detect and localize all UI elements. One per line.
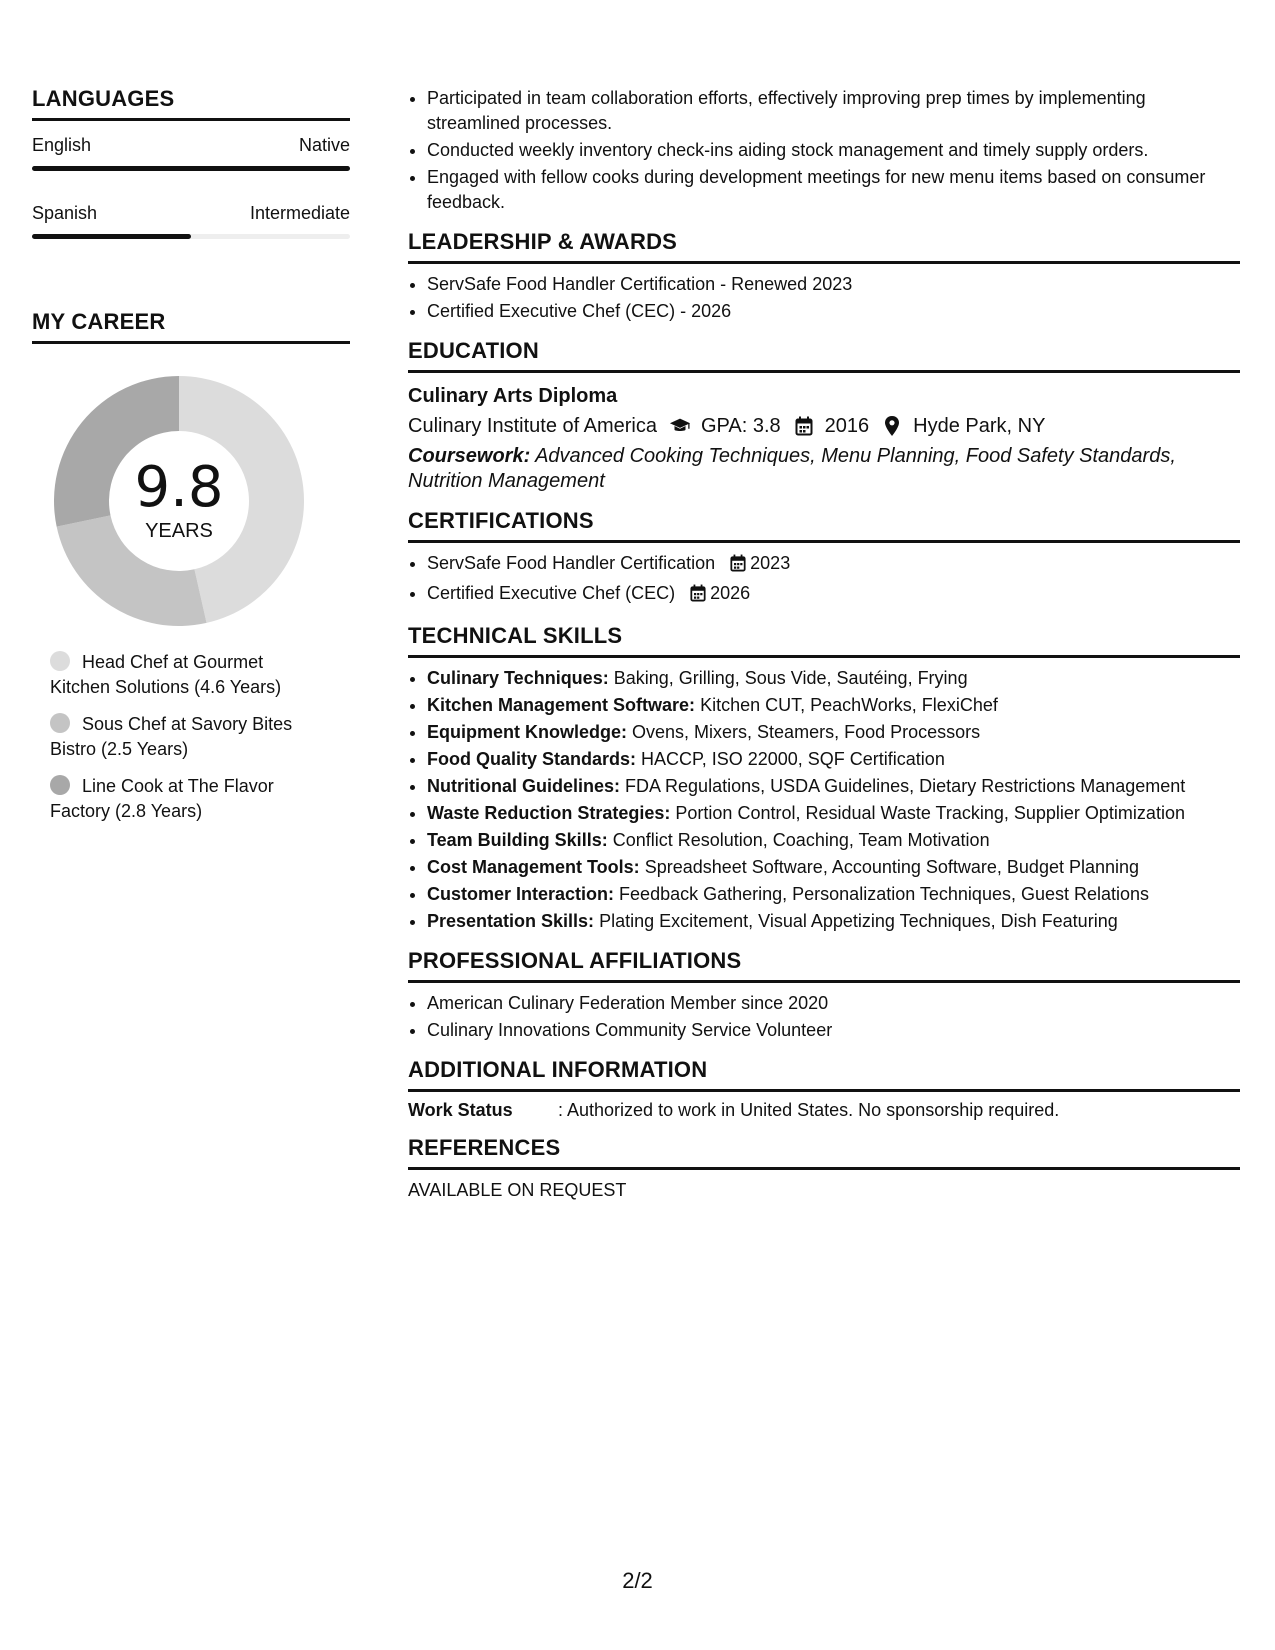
skill-item [427, 882, 1240, 907]
language-level: Native [298, 135, 350, 155]
skill-label: Team Building Skills: [427, 830, 608, 850]
skill-value: Feedback Gathering, Personalization Techniques, Guest Relations [619, 884, 1150, 904]
skill-value: Plating Excitement, Visual Appetizing Techniques, Dish Featuring [599, 911, 1118, 931]
language-level: Intermediate [249, 203, 350, 223]
skill-label: Cost Management Tools: [427, 857, 640, 877]
experience-bullets [408, 86, 1240, 215]
skill-label: Presentation Skills: [427, 911, 595, 931]
career-donut-chart [54, 376, 304, 626]
language-spanish [32, 203, 350, 239]
certifications-list [408, 551, 1240, 609]
legend-item [50, 774, 320, 824]
skill-value: HACCP, ISO 22000, SQF Certification [641, 749, 945, 769]
career-title: MY CAREER [32, 309, 350, 344]
cert-name: ServSafe Food Handler Certification [427, 553, 716, 573]
skill-value: Conflict Resolution, Coaching, Team Motivation [612, 830, 990, 850]
sidebar [32, 86, 350, 836]
skill-label: Kitchen Management Software: [427, 695, 696, 715]
references-title: REFERENCES [408, 1135, 1240, 1170]
career-section [32, 309, 350, 824]
skill-item [427, 666, 1240, 691]
skill-value: Kitchen CUT, PeachWorks, FlexiChef [700, 695, 998, 715]
skill-label: Waste Reduction Strategies: [427, 803, 671, 823]
location-pin-icon [881, 415, 903, 437]
list-item: • ServSafe Food Handler Certification - Renewed 2023 [427, 272, 1240, 297]
list-item: • Conducted weekly inventory check-ins aiding stock management and timely supply orders. [427, 138, 1240, 163]
page-number: 2/2 [622, 1568, 653, 1593]
skill-value: Ovens, Mixers, Steamers, Food Processors [632, 722, 981, 742]
education-title: EDUCATION [408, 338, 1240, 373]
list-item: • Certified Executive Chef (CEC) - 2026 [427, 299, 1240, 324]
language-proficiency-fill [32, 234, 191, 239]
skill-item [427, 909, 1240, 934]
skill-item [427, 828, 1240, 853]
language-name: English [32, 135, 92, 155]
skills-title: TECHNICAL SKILLS [408, 623, 1240, 658]
skill-value: Portion Control, Residual Waste Tracking, Supplier Optimization [675, 803, 1185, 823]
list-item: • Participated in team collaboration efforts, effectively improving prep times by implementing streamlined processes. [427, 86, 1240, 136]
skill-value: Spreadsheet Software, Accounting Software, Budget Planning [644, 857, 1140, 877]
list-item [427, 581, 1240, 609]
language-english [32, 135, 350, 171]
coursework-label: Coursework: [408, 445, 531, 467]
cert-year: 2023 [750, 553, 791, 573]
gpa: GPA: 3.8 [701, 415, 781, 437]
affiliations-list [408, 991, 1240, 1043]
skill-item [427, 693, 1240, 718]
career-total-years: 9.8 [134, 454, 224, 520]
list-item: • Engaged with fellow cooks during development meetings for new menu items based on consumer feedback. [427, 165, 1240, 215]
skill-item [427, 747, 1240, 772]
list-item: • American Culinary Federation Member since 2020 [427, 991, 1240, 1016]
leadership-list [408, 272, 1240, 324]
career-legend [50, 650, 350, 824]
legend-label: Head Chef at Gourmet Kitchen Solutions (4.6 Years) [50, 652, 282, 697]
skills-list [408, 666, 1240, 934]
list-item: • Culinary Innovations Community Service Volunteer [427, 1018, 1240, 1043]
leadership-title: LEADERSHIP & AWARDS [408, 229, 1240, 264]
additional-info-title: ADDITIONAL INFORMATION [408, 1057, 1240, 1092]
school-name: Culinary Institute of America [408, 415, 657, 437]
certifications-title: CERTIFICATIONS [408, 508, 1240, 543]
skill-item [427, 720, 1240, 745]
calendar-icon [793, 415, 815, 437]
skill-label: Equipment Knowledge: [427, 722, 627, 742]
calendar-icon [690, 584, 706, 609]
calendar-icon [730, 554, 746, 579]
skill-label: Customer Interaction: [427, 884, 615, 904]
graduation-cap-icon [669, 415, 691, 437]
language-proficiency-bar [32, 166, 350, 171]
language-proficiency-fill [32, 166, 350, 171]
legend-label: Sous Chef at Savory Bites Bistro (2.5 Years) [50, 714, 293, 759]
legend-label: Line Cook at The Flavor Factory (2.8 Years) [50, 776, 274, 821]
skill-label: Nutritional Guidelines: [427, 776, 621, 796]
references-text: AVAILABLE ON REQUEST [408, 1180, 627, 1200]
language-name: Spanish [32, 203, 98, 223]
legend-item [50, 650, 320, 700]
graduation-year: 2016 [824, 415, 870, 437]
school-location: Hyde Park, NY [913, 415, 1046, 437]
coursework-text: Advanced Cooking Techniques, Menu Planning, Food Safety Standards, Nutrition Management [408, 445, 1176, 492]
languages-title: LANGUAGES [32, 86, 350, 121]
legend-dot [50, 651, 70, 671]
coursework [408, 444, 1240, 494]
cert-year: 2026 [710, 583, 751, 603]
skill-label: Culinary Techniques: [427, 668, 609, 688]
career-total-unit: YEARS [145, 519, 213, 542]
work-status-value: : Authorized to work in United States. No sponsorship required. [558, 1100, 1060, 1120]
legend-dot [50, 713, 70, 733]
skill-value: FDA Regulations, USDA Guidelines, Dietary Restrictions Management [625, 776, 1186, 796]
language-proficiency-bar [32, 234, 350, 239]
skill-value: Baking, Grilling, Sous Vide, Sautéing, Frying [613, 668, 968, 688]
degree: Culinary Arts Diploma [408, 385, 618, 407]
skill-item [427, 855, 1240, 880]
main-content [408, 78, 1240, 1201]
work-status-row [408, 1100, 1240, 1121]
legend-dot [50, 775, 70, 795]
education-entry [408, 381, 1240, 494]
skill-label: Food Quality Standards: [427, 749, 637, 769]
affiliations-title: PROFESSIONAL AFFILIATIONS [408, 948, 1240, 983]
skill-item [427, 774, 1240, 799]
cert-name: Certified Executive Chef (CEC) [427, 583, 676, 603]
legend-item [50, 712, 320, 762]
skill-item [427, 801, 1240, 826]
work-status-label: Work Status [408, 1100, 513, 1120]
list-item [427, 551, 1240, 579]
